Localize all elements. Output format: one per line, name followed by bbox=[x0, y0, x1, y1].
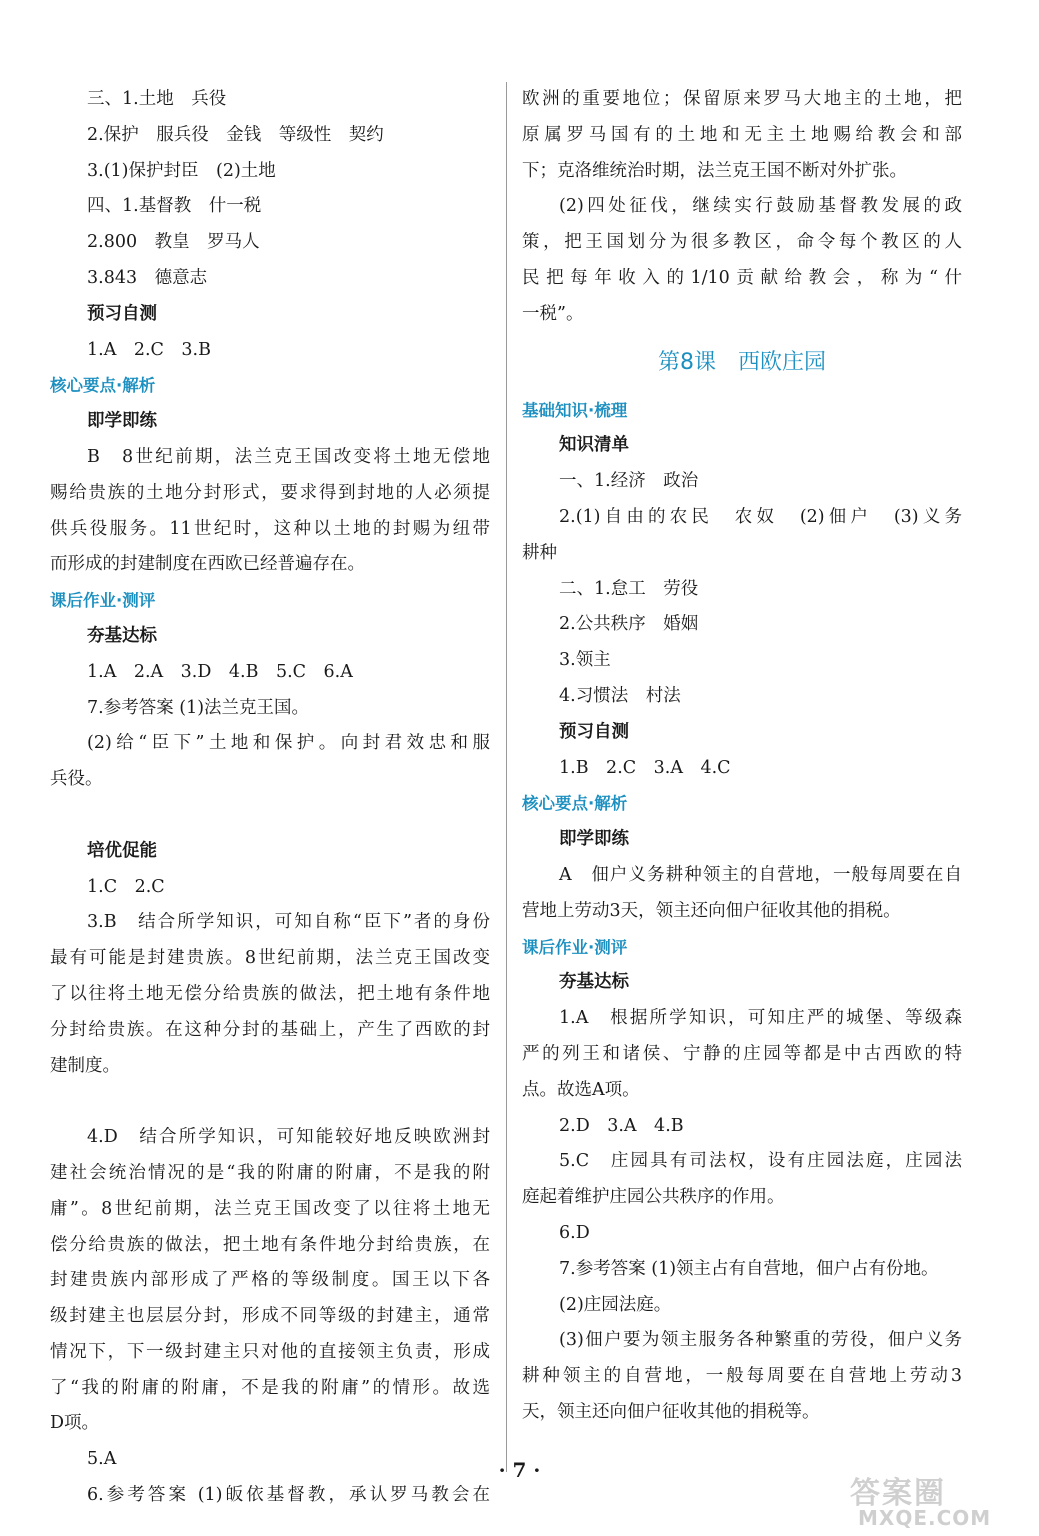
subsection-heading: 夯基达标 bbox=[87, 625, 157, 646]
text-line: 建社会统治情况的是“我的附庸的附庸，不是我的附 bbox=[50, 1162, 490, 1183]
text-line: 1.C 2.C bbox=[87, 876, 165, 897]
text-line: 4.习惯法 村法 bbox=[559, 685, 681, 706]
text-line: 天，领主还向佃户征收其他的捐税等。 bbox=[522, 1401, 820, 1422]
text-line: 6.参考答案 (1)皈依基督教，承认罗马教会在 bbox=[87, 1485, 490, 1506]
text-line: 2.(1)自由的农民 农奴 (2)佃户 (3)义务 bbox=[559, 506, 962, 527]
text-line: 3.(1)保护封臣 (2)土地 bbox=[87, 160, 276, 181]
text-line: 严的列王和诸侯、宁静的庄园等都是中古西欧的特 bbox=[522, 1043, 962, 1064]
left-column bbox=[50, 82, 490, 1514]
text-line: 了以往将土地无偿分给贵族的做法，把土地有条件地 bbox=[50, 983, 490, 1004]
text-line: 1.A 2.A 3.D 4.B 5.C 6.A bbox=[87, 661, 353, 682]
text-line: 民把每年收入的1/10贡献给教会，称为“什 bbox=[522, 267, 962, 288]
subsection-heading: 即学即练 bbox=[559, 829, 629, 850]
right-column bbox=[522, 82, 962, 1431]
text-line: 2.800 教皇 罗马人 bbox=[87, 232, 260, 253]
text-line: 3.843 德意志 bbox=[87, 267, 208, 288]
text-line: 一税”。 bbox=[522, 303, 584, 324]
text-line: 1.B 2.C 3.A 4.C bbox=[559, 757, 731, 778]
watermark-line2: MXQE.COM bbox=[858, 1506, 992, 1530]
text-line: 5.A bbox=[87, 1449, 117, 1470]
text-line: 耕种领主的自营地，一般每周要在自营地上劳动3 bbox=[522, 1366, 962, 1387]
text-line: 1.A 2.C 3.B bbox=[87, 339, 211, 360]
section-heading: 核心要点·解析 bbox=[50, 376, 156, 396]
text-line: 四、1.基督教 什一税 bbox=[87, 196, 262, 217]
subsection-heading: 培优促能 bbox=[87, 840, 157, 861]
text-line: 4.D 结合所学知识，可知能较好地反映欧洲封 bbox=[87, 1127, 490, 1148]
subsection-heading: 预习自测 bbox=[559, 721, 629, 742]
text-line: 偿分给贵族的做法，把土地有条件地分封给贵族，在 bbox=[50, 1234, 490, 1255]
text-line: 欧洲的重要地位；保留原来罗马大地主的土地，把 bbox=[522, 89, 962, 109]
text-line: B 8世纪前期，法兰克王国改变将土地无偿地 bbox=[87, 446, 490, 467]
text-line: 营地上劳动3天，领主还向佃户征收其他的捐税。 bbox=[522, 900, 901, 921]
section-heading: 课后作业·测评 bbox=[522, 937, 628, 957]
text-line: 2.公共秩序 婚姻 bbox=[559, 614, 699, 635]
text-line: 策，把王国划分为很多教区，命令每个教区的人 bbox=[522, 232, 962, 253]
text-line: 下；克洛维统治时期，法兰克王国不断对外扩张。 bbox=[522, 160, 907, 181]
text-line: 耕种 bbox=[522, 542, 557, 563]
text-line: A 佃户义务耕种领主的自营地，一般每周要在自 bbox=[559, 864, 962, 885]
text-line: 3.领主 bbox=[559, 650, 611, 671]
text-line bbox=[50, 798, 490, 834]
text-line: 二、1.怠工 劳役 bbox=[559, 578, 699, 599]
text-line: 封建贵族内部形成了严格的等级制度。国王以下各 bbox=[50, 1270, 490, 1291]
text-line: D项。 bbox=[50, 1413, 100, 1434]
text-line: 一、1.经济 政治 bbox=[559, 471, 699, 492]
text-line: 而形成的封建制度在西欧已经普遍存在。 bbox=[50, 554, 365, 575]
text-line: 庭起着维护庄园公共秩序的作用。 bbox=[522, 1187, 785, 1208]
subsection-heading: 夯基达标 bbox=[559, 972, 629, 993]
subsection-heading: 即学即练 bbox=[87, 411, 157, 432]
text-line: 了“我的附庸的附庸，不是我的附庸”的情形。故选 bbox=[50, 1377, 490, 1398]
text-line: 5.C 庄园具有司法权，设有庄园法庭，庄园法 bbox=[559, 1151, 962, 1172]
text-line: 7.参考答案 (1)领主占有自营地，佃户占有份地。 bbox=[559, 1258, 939, 1279]
text-line: 点。故选A项。 bbox=[522, 1079, 640, 1100]
text-line: 供兵役服务。11世纪时，这种以土地的封赐为纽带 bbox=[50, 518, 490, 539]
text-line: (2)庄园法庭。 bbox=[559, 1294, 672, 1315]
text-line: 2.D 3.A 4.B bbox=[559, 1115, 684, 1136]
text-line: 分封给贵族。在这种分封的基础上，产生了西欧的封 bbox=[50, 1019, 490, 1040]
watermark-logo bbox=[850, 1468, 1030, 1530]
column-divider bbox=[506, 82, 507, 1472]
text-line: 1.A 根据所学知识，可知庄严的城堡、等级森 bbox=[559, 1008, 962, 1029]
subsection-heading: 预习自测 bbox=[87, 303, 157, 324]
text-line: 建制度。 bbox=[50, 1055, 120, 1076]
text-line: 庸”。8世纪前期，法兰克王国改变了以往将土地无 bbox=[50, 1198, 490, 1219]
subsection-heading: 知识清单 bbox=[559, 435, 629, 456]
text-line bbox=[50, 1084, 490, 1120]
text-line: 2.保护 服兵役 金钱 等级性 契约 bbox=[87, 124, 384, 145]
text-line: 赐给贵族的土地分封形式，要求得到封地的人必须提 bbox=[50, 482, 490, 503]
lesson-title: 第8课 西欧庄园 bbox=[658, 349, 826, 375]
text-line: 级封建主也层层分封，形成不同等级的封建主，通常 bbox=[50, 1306, 490, 1327]
text-line: 原属罗马国有的土地和无主土地赐给教会和部 bbox=[522, 124, 962, 145]
text-line: 三、1.土地 兵役 bbox=[87, 89, 227, 109]
page-number: · 7 · bbox=[498, 1458, 541, 1482]
section-heading: 课后作业·测评 bbox=[50, 591, 156, 611]
text-line: 7.参考答案 (1)法兰克王国。 bbox=[87, 697, 310, 718]
watermark-line1: 答案圈 bbox=[850, 1476, 946, 1511]
text-line: 兵役。 bbox=[50, 769, 103, 790]
text-line: 6.D bbox=[559, 1222, 590, 1243]
text-line: (2)四处征伐，继续实行鼓励基督教发展的政 bbox=[559, 196, 962, 217]
text-line: 情况下，下一级封建主只对他的直接领主负责，形成 bbox=[50, 1341, 490, 1362]
text-line: (2)给“臣下”土地和保护。向封君效忠和服 bbox=[87, 733, 490, 754]
text-line: (3)佃户要为领主服务各种繁重的劳役，佃户义务 bbox=[559, 1330, 962, 1351]
text-line: 最有可能是封建贵族。8世纪前期，法兰克王国改变 bbox=[50, 948, 490, 969]
text-line: 3.B 结合所学知识，可知自称“臣下”者的身份 bbox=[87, 912, 490, 933]
section-heading: 基础知识·梳理 bbox=[522, 400, 628, 420]
section-heading: 核心要点·解析 bbox=[522, 794, 628, 814]
